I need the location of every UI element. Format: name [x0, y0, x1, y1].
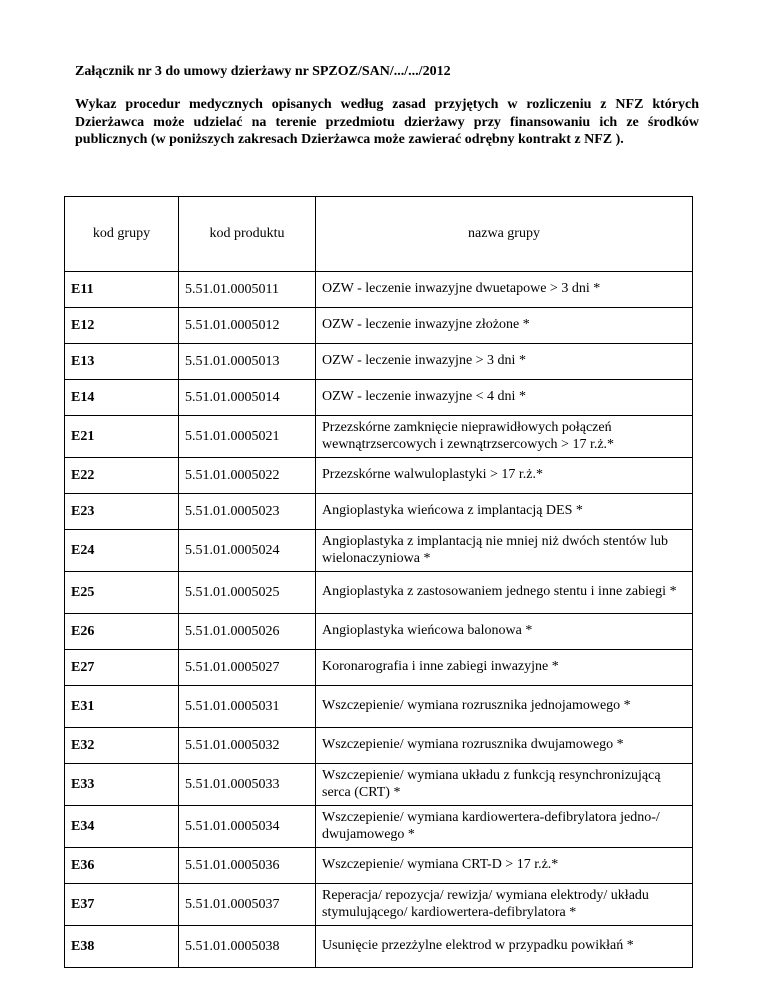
table-row [65, 848, 693, 884]
product-code-cell: 5.51.01.0005033 [179, 764, 316, 806]
group-name-cell: OZW - leczenie inwazyjne złożone * [316, 308, 693, 344]
table-row [65, 344, 693, 380]
group-name-cell: Angioplastyka z zastosowaniem jednego stentu i inne zabiegi * [316, 572, 693, 614]
group-code-cell: E26 [65, 614, 179, 650]
product-code-cell: 5.51.01.0005034 [179, 806, 316, 848]
group-code-cell: E14 [65, 380, 179, 416]
group-code-cell: E25 [65, 572, 179, 614]
product-code-cell: 5.51.01.0005011 [179, 272, 316, 308]
product-code-cell: 5.51.01.0005036 [179, 848, 316, 884]
group-code-cell: E37 [65, 884, 179, 926]
group-name-cell: Angioplastyka z implantacją nie mniej niż dwóch stentów lub wielonaczyniowa * [316, 530, 693, 572]
table-row [65, 308, 693, 344]
group-code-cell: E27 [65, 650, 179, 686]
table-header-row [65, 197, 693, 272]
group-name-cell: OZW - leczenie inwazyjne < 4 dni * [316, 380, 693, 416]
document-heading: Załącznik nr 3 do umowy dzierżawy nr SPZOZ/SAN/.../.../2012 [75, 64, 451, 79]
group-code-cell: E33 [65, 764, 179, 806]
group-code-cell: E12 [65, 308, 179, 344]
group-code-cell: E23 [65, 494, 179, 530]
group-code-cell: E21 [65, 416, 179, 458]
header-group-code: kod grupy [65, 197, 179, 272]
product-code-cell: 5.51.01.0005023 [179, 494, 316, 530]
group-name-cell: Wszczepienie/ wymiana rozrusznika dwujamowego * [316, 728, 693, 764]
group-name-cell: Reperacja/ repozycja/ rewizja/ wymiana elektrody/ układu stymulującego/ kardiowertera-defibrylatora * [316, 884, 693, 926]
table-row [65, 458, 693, 494]
procedures-table [64, 196, 693, 968]
table-row [65, 380, 693, 416]
product-code-cell: 5.51.01.0005031 [179, 686, 316, 728]
group-code-cell: E11 [65, 272, 179, 308]
table-row [65, 650, 693, 686]
group-name-cell: Wszczepienie/ wymiana układu z funkcją resynchronizującą serca (CRT) * [316, 764, 693, 806]
document-intro: Wykaz procedur medycznych opisanych według zasad przyjętych w rozliczeniu z NFZ których Dzierżawca może udzielać na terenie przedmiotu dzierżawy przy finansowaniu ich ze środków publicznych (w poniższych zakresach Dzierżawca może zawierać odrębny kontrakt z NFZ ). [75, 97, 699, 147]
group-name-cell: Przezskórne zamknięcie nieprawidłowych połączeń wewnątrzsercowych i zewnątrzsercowych > 17 r.ż.* [316, 416, 693, 458]
group-name-cell: Angioplastyka wieńcowa balonowa * [316, 614, 693, 650]
table-row [65, 764, 693, 806]
table-row [65, 530, 693, 572]
product-code-cell: 5.51.01.0005026 [179, 614, 316, 650]
table-row [65, 416, 693, 458]
product-code-cell: 5.51.01.0005021 [179, 416, 316, 458]
group-code-cell: E22 [65, 458, 179, 494]
group-name-cell: OZW - leczenie inwazyjne dwuetapowe > 3 dni * [316, 272, 693, 308]
product-code-cell: 5.51.01.0005038 [179, 926, 316, 968]
table-row [65, 728, 693, 764]
group-name-cell: Wszczepienie/ wymiana rozrusznika jednojamowego * [316, 686, 693, 728]
table-row [65, 272, 693, 308]
header-product-code: kod produktu [179, 197, 316, 272]
group-code-cell: E34 [65, 806, 179, 848]
header-group-name: nazwa grupy [316, 197, 693, 272]
group-code-cell: E13 [65, 344, 179, 380]
table-row [65, 686, 693, 728]
product-code-cell: 5.51.01.0005012 [179, 308, 316, 344]
product-code-cell: 5.51.01.0005014 [179, 380, 316, 416]
group-name-cell: OZW - leczenie inwazyjne > 3 dni * [316, 344, 693, 380]
group-code-cell: E32 [65, 728, 179, 764]
group-name-cell: Przezskórne walwuloplastyki > 17 r.ż.* [316, 458, 693, 494]
group-name-cell: Wszczepienie/ wymiana kardiowertera-defibrylatora jedno-/ dwujamowego * [316, 806, 693, 848]
group-name-cell: Wszczepienie/ wymiana CRT-D > 17 r.ż.* [316, 848, 693, 884]
group-code-cell: E38 [65, 926, 179, 968]
group-name-cell: Usunięcie przezżylne elektrod w przypadku powikłań * [316, 926, 693, 968]
group-code-cell: E24 [65, 530, 179, 572]
group-name-cell: Koronarografia i inne zabiegi inwazyjne * [316, 650, 693, 686]
product-code-cell: 5.51.01.0005013 [179, 344, 316, 380]
product-code-cell: 5.51.01.0005024 [179, 530, 316, 572]
table-row [65, 926, 693, 968]
table-row [65, 884, 693, 926]
product-code-cell: 5.51.01.0005025 [179, 572, 316, 614]
group-name-cell: Angioplastyka wieńcowa z implantacją DES * [316, 494, 693, 530]
product-code-cell: 5.51.01.0005037 [179, 884, 316, 926]
group-code-cell: E31 [65, 686, 179, 728]
product-code-cell: 5.51.01.0005032 [179, 728, 316, 764]
product-code-cell: 5.51.01.0005022 [179, 458, 316, 494]
table-row [65, 572, 693, 614]
table-row [65, 494, 693, 530]
table-row [65, 614, 693, 650]
table-row [65, 806, 693, 848]
product-code-cell: 5.51.01.0005027 [179, 650, 316, 686]
group-code-cell: E36 [65, 848, 179, 884]
